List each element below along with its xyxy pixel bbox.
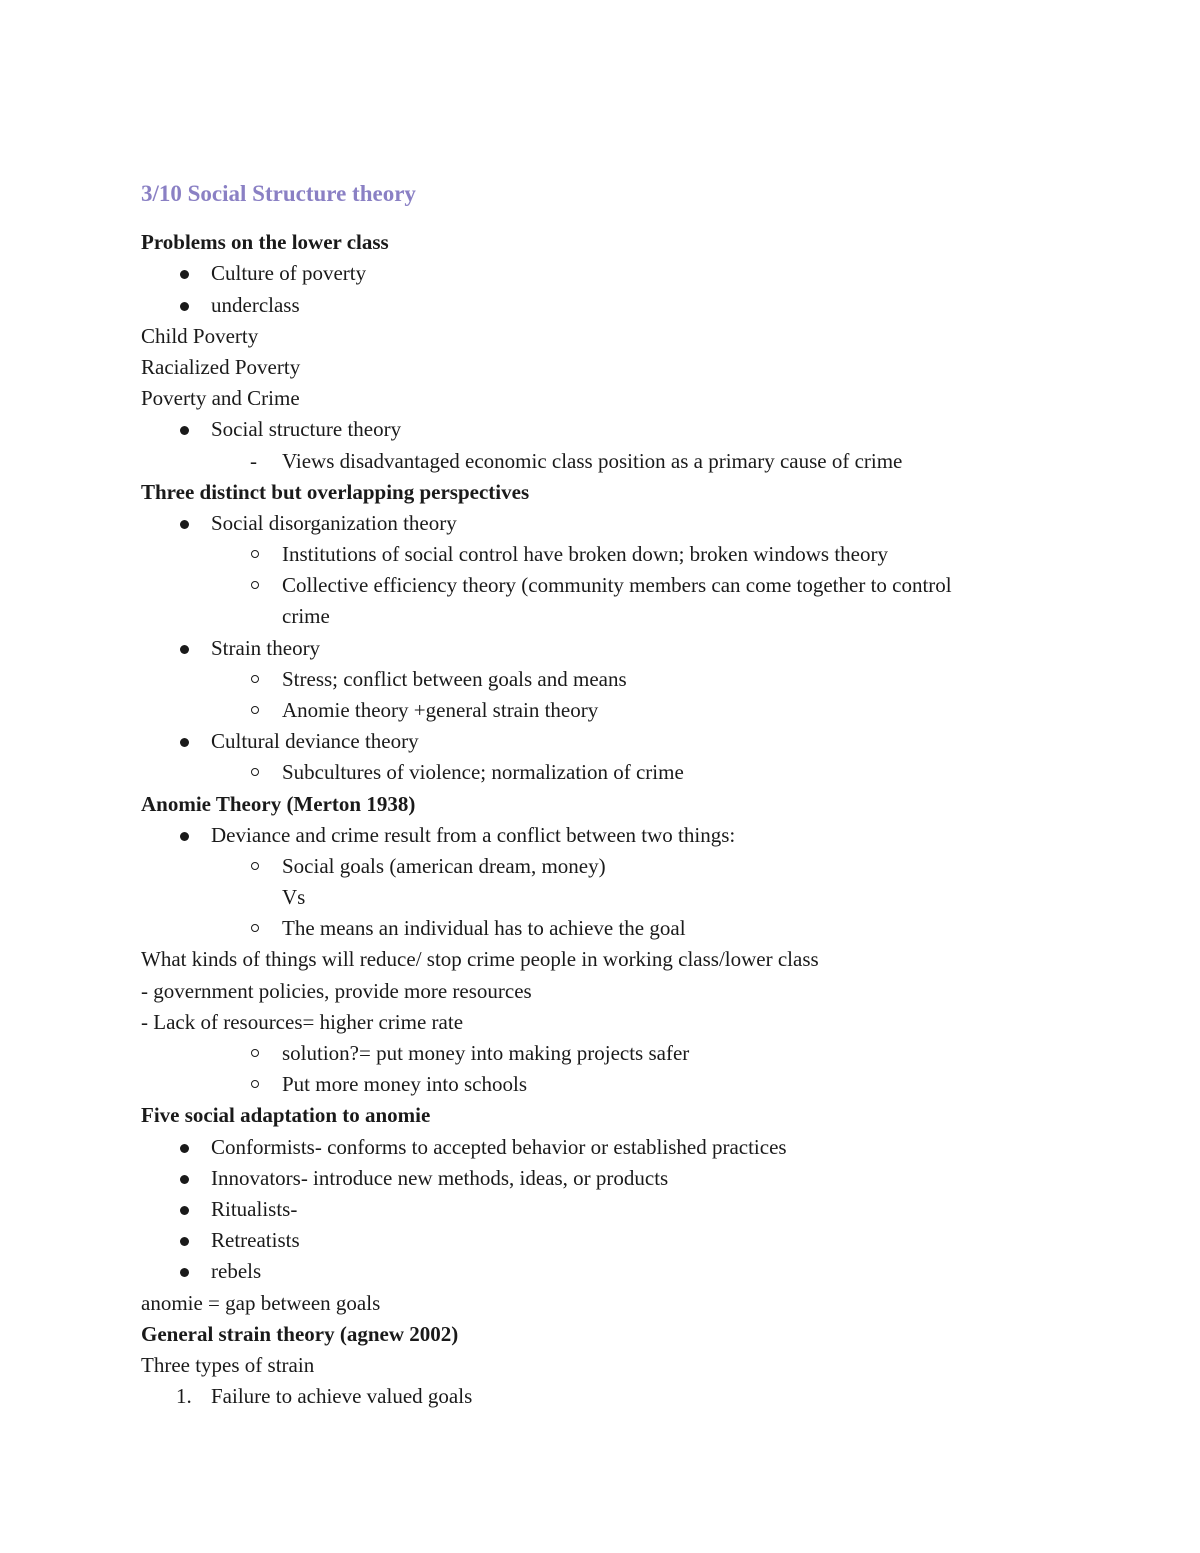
line-text: The means an individual has to achieve the goal bbox=[282, 916, 686, 940]
note-line bbox=[0, 321, 1200, 352]
line-text: solution?= put money into making projects safer bbox=[282, 1041, 690, 1065]
line-text: Put more money into schools bbox=[282, 1072, 527, 1096]
note-line bbox=[0, 258, 1200, 289]
bullet-icon bbox=[180, 302, 189, 311]
line-text: Vs bbox=[282, 885, 306, 909]
note-line bbox=[0, 539, 1200, 570]
line-text: Culture of poverty bbox=[211, 261, 367, 285]
note-line bbox=[0, 851, 1200, 882]
note-line bbox=[0, 290, 1200, 321]
hollow-bullet-icon bbox=[251, 768, 259, 776]
note-line bbox=[0, 1350, 1200, 1381]
line-text: Poverty and Crime bbox=[141, 386, 300, 410]
note-line bbox=[0, 1069, 1200, 1100]
note-line bbox=[0, 726, 1200, 757]
line-text: Strain theory bbox=[211, 636, 321, 660]
line-text: Social disorganization theory bbox=[211, 511, 457, 535]
hollow-bullet-icon bbox=[251, 550, 259, 558]
hollow-bullet-icon bbox=[251, 1049, 259, 1057]
hollow-bullet-icon bbox=[251, 924, 259, 932]
dash-marker: - bbox=[250, 449, 257, 473]
note-line bbox=[0, 446, 1200, 477]
line-text: rebels bbox=[211, 1259, 262, 1283]
line-text: Anomie theory +general strain theory bbox=[282, 698, 599, 722]
line-text: crime bbox=[282, 604, 330, 628]
note-line bbox=[0, 414, 1200, 445]
note-line bbox=[0, 820, 1200, 851]
note-line bbox=[0, 944, 1200, 975]
note-line bbox=[0, 695, 1200, 726]
line-text: General strain theory (agnew 2002) bbox=[141, 1322, 459, 1346]
line-text: Child Poverty bbox=[141, 324, 259, 348]
section-heading bbox=[0, 1319, 1200, 1350]
section-heading bbox=[0, 477, 1200, 508]
bullet-icon bbox=[180, 1206, 189, 1215]
hollow-bullet-icon bbox=[251, 706, 259, 714]
line-text: Stress; conflict between goals and means bbox=[282, 667, 627, 691]
line-text: Social structure theory bbox=[211, 417, 402, 441]
note-line bbox=[0, 1381, 1200, 1412]
line-text: Five social adaptation to anomie bbox=[141, 1103, 431, 1127]
bullet-icon bbox=[180, 520, 189, 529]
note-line bbox=[0, 913, 1200, 944]
line-text: Racialized Poverty bbox=[141, 355, 301, 379]
note-line bbox=[0, 1288, 1200, 1319]
line-text: Conformists- conforms to accepted behavior or established practices bbox=[211, 1135, 787, 1159]
line-text: Retreatists bbox=[211, 1228, 300, 1252]
bullet-icon bbox=[180, 426, 189, 435]
line-text: Institutions of social control have broken down; broken windows theory bbox=[282, 542, 888, 566]
note-line bbox=[0, 1007, 1200, 1038]
line-text: Social goals (american dream, money) bbox=[282, 854, 606, 878]
bullet-icon bbox=[180, 832, 189, 841]
note-line bbox=[0, 976, 1200, 1007]
bullet-icon bbox=[180, 270, 189, 279]
section-heading bbox=[0, 789, 1200, 820]
line-text: Innovators- introduce new methods, ideas, or products bbox=[211, 1166, 669, 1190]
note-line bbox=[0, 1163, 1200, 1194]
line-text: Anomie Theory (Merton 1938) bbox=[141, 792, 416, 816]
section-heading bbox=[0, 1100, 1200, 1131]
hollow-bullet-icon bbox=[251, 1080, 259, 1088]
bullet-icon bbox=[180, 1175, 189, 1184]
note-line bbox=[0, 757, 1200, 788]
line-text: anomie = gap between goals bbox=[141, 1291, 381, 1315]
line-text: - Lack of resources= higher crime rate bbox=[141, 1010, 464, 1034]
hollow-bullet-icon bbox=[251, 675, 259, 683]
bullet-icon bbox=[180, 645, 189, 654]
hollow-bullet-icon bbox=[251, 581, 259, 589]
bullet-icon bbox=[180, 738, 189, 747]
line-text: Deviance and crime result from a conflict between two things: bbox=[211, 823, 736, 847]
note-line bbox=[0, 1194, 1200, 1225]
note-line bbox=[0, 570, 1200, 601]
note-line bbox=[0, 601, 1200, 632]
section-heading bbox=[0, 227, 1200, 258]
note-line bbox=[0, 383, 1200, 414]
line-text: Cultural deviance theory bbox=[211, 729, 419, 753]
line-text: Problems on the lower class bbox=[141, 230, 389, 254]
note-line bbox=[0, 633, 1200, 664]
page-title: 3/10 Social Structure theory bbox=[141, 181, 416, 206]
note-line bbox=[0, 1225, 1200, 1256]
line-text: What kinds of things will reduce/ stop crime people in working class/lower class bbox=[141, 947, 819, 971]
hollow-bullet-icon bbox=[251, 862, 259, 870]
line-text: Views disadvantaged economic class position as a primary cause of crime bbox=[282, 449, 903, 473]
note-line bbox=[0, 508, 1200, 539]
bullet-icon bbox=[180, 1144, 189, 1153]
line-text: - government policies, provide more resources bbox=[141, 979, 532, 1003]
line-text: Ritualists- bbox=[211, 1197, 298, 1221]
note-line bbox=[0, 352, 1200, 383]
note-line bbox=[0, 882, 1200, 913]
line-text: Three distinct but overlapping perspectives bbox=[141, 480, 530, 504]
note-line bbox=[0, 664, 1200, 695]
list-number: 1. bbox=[176, 1384, 192, 1408]
line-text: Failure to achieve valued goals bbox=[211, 1384, 473, 1408]
line-text: Collective efficiency theory (community members can come together to control bbox=[282, 573, 952, 597]
line-text: Subcultures of violence; normalization of crime bbox=[282, 760, 684, 784]
line-text: Three types of strain bbox=[141, 1353, 315, 1377]
line-text: underclass bbox=[211, 293, 300, 317]
note-line bbox=[0, 1132, 1200, 1163]
note-line bbox=[0, 1256, 1200, 1287]
bullet-icon bbox=[180, 1237, 189, 1246]
bullet-icon bbox=[180, 1268, 189, 1277]
note-line bbox=[0, 1038, 1200, 1069]
